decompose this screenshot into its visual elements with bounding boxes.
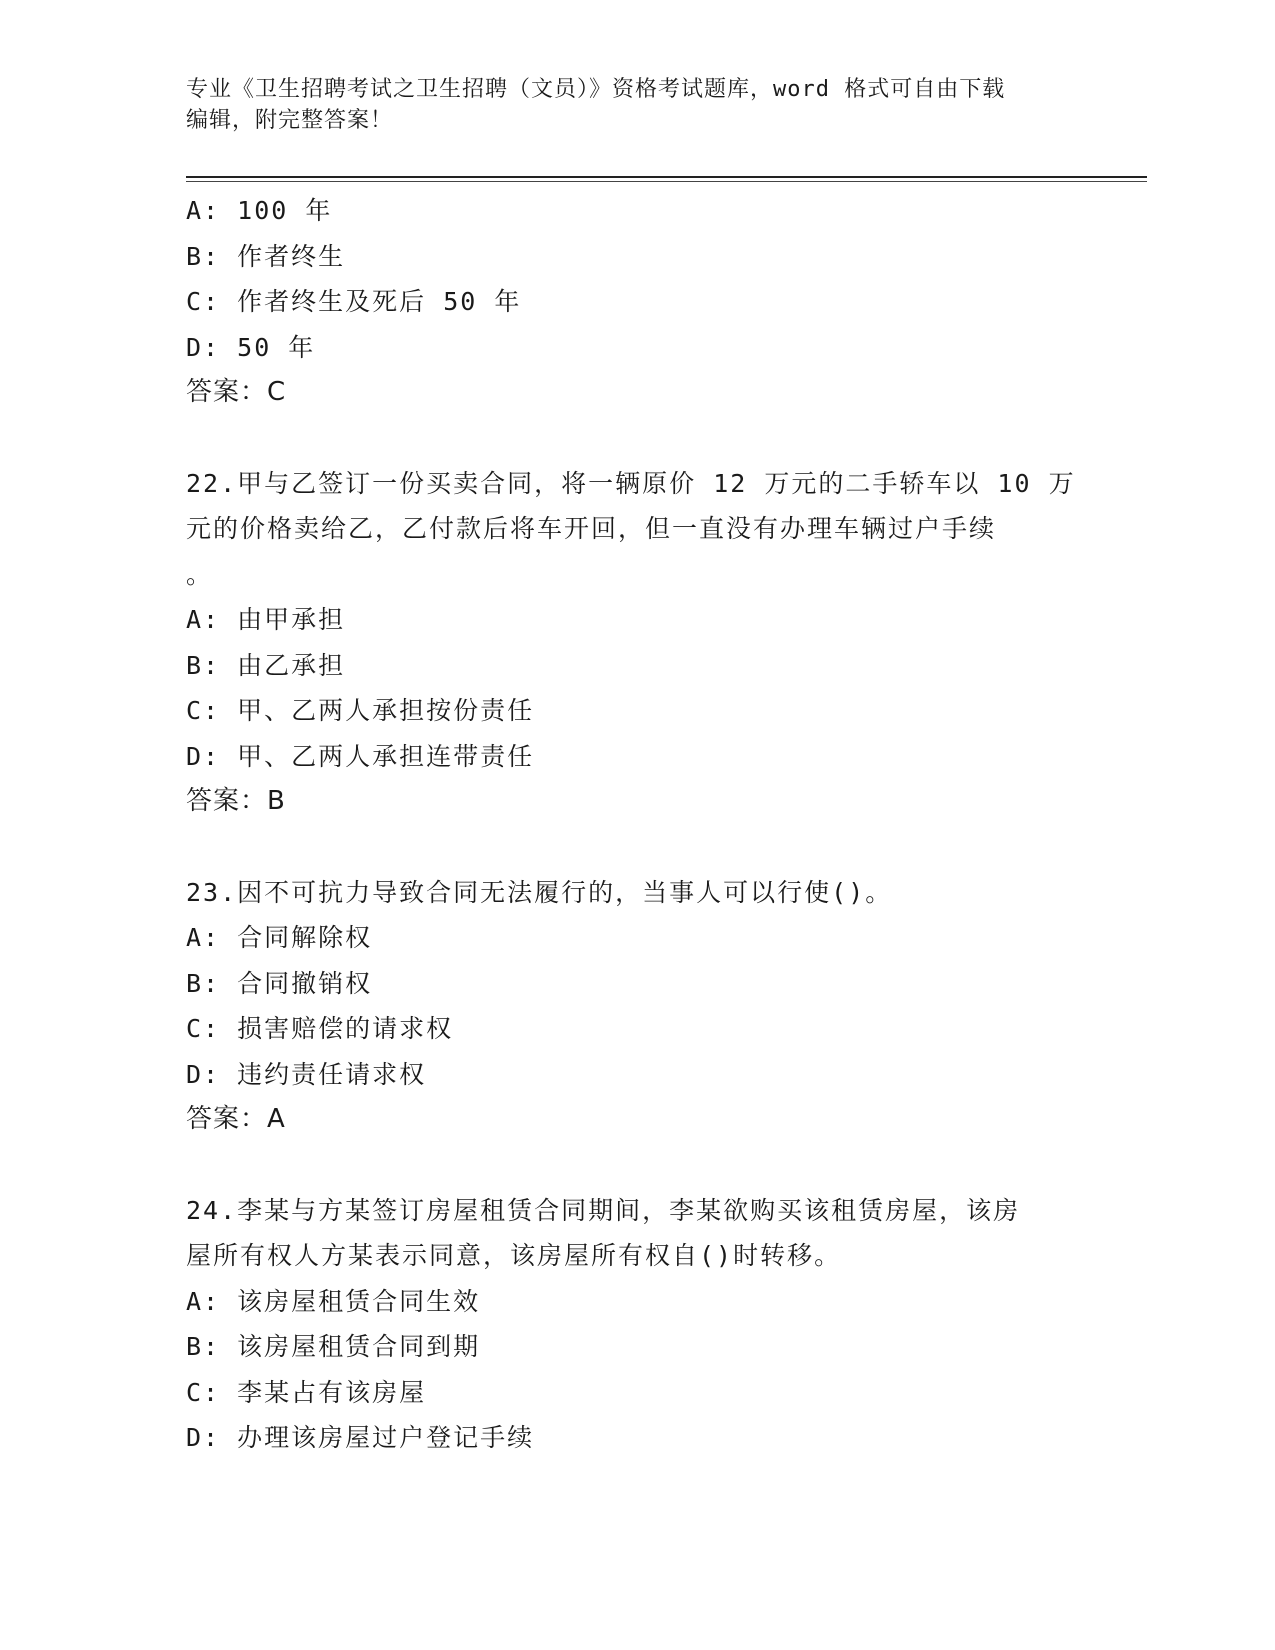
option-c: C: 李某占有该房屋 <box>186 1377 427 1407</box>
question-24 <box>186 1188 1066 1461</box>
option-b: B: 由乙承担 <box>186 650 346 680</box>
question-stem-line-2: 屋所有权人方某表示同意，该房屋所有权自()时转移。 <box>186 1241 842 1270</box>
answer-line: 答案：C <box>186 377 287 407</box>
question-stem-line-1: 23.因不可抗力导致合同无法履行的，当事人可以行使()。 <box>186 877 893 907</box>
option-c: C: 损害赔偿的请求权 <box>186 1014 454 1043</box>
option-a: A: 由甲承担 <box>186 605 346 634</box>
header-divider-thin <box>186 181 1147 182</box>
option-b: B: 作者终生 <box>186 241 346 271</box>
option-a: A: 合同解除权 <box>186 923 373 952</box>
header-divider-thick <box>186 176 1147 178</box>
answer-line: 答案：B <box>186 786 286 816</box>
question-stem-line-1: 24.李某与方某签订房屋租赁合同期间，李某欲购买该租赁房屋，该房 <box>186 1195 1021 1225</box>
option-a: A: 该房屋租赁合同生效 <box>186 1286 481 1316</box>
question-list <box>186 188 1076 1461</box>
spacer <box>186 825 1066 870</box>
option-c: C: 甲、乙两人承担按份责任 <box>186 696 535 725</box>
question-22 <box>186 461 1076 825</box>
option-c: C: 作者终生及死后 50 年 <box>186 287 522 316</box>
option-d: D: 50 年 <box>186 332 316 362</box>
option-b: B: 合同撤销权 <box>186 968 373 998</box>
spacer <box>186 416 1066 461</box>
question-stem-line-2: 元的价格卖给乙，乙付款后将车开回，但一直没有办理车辆过户手续 <box>186 514 997 543</box>
option-d: D: 违约责任请求权 <box>186 1059 427 1089</box>
question-stem-line-1: 22.甲与乙签订一份买卖合同，将一辆原价 12 万元的二手轿车以 10 万 <box>186 468 1076 498</box>
document-header <box>186 74 1066 136</box>
option-b: B: 该房屋租赁合同到期 <box>186 1332 481 1361</box>
option-d: D: 甲、乙两人承担连带责任 <box>186 741 535 771</box>
spacer <box>186 1143 1066 1188</box>
question-21 <box>186 188 1066 416</box>
question-stem-line-3: 。 <box>186 559 214 589</box>
option-d: D: 办理该房屋过户登记手续 <box>186 1423 535 1452</box>
header-line-1: 专业《卫生招聘考试之卫生招聘（文员）》资格考试题库，word 格式可自由下载 <box>186 77 1006 102</box>
question-23 <box>186 870 1066 1143</box>
header-line-2: 编辑，附完整答案！ <box>186 108 394 133</box>
answer-line: 答案：A <box>186 1104 286 1134</box>
option-a: A: 100 年 <box>186 196 333 225</box>
